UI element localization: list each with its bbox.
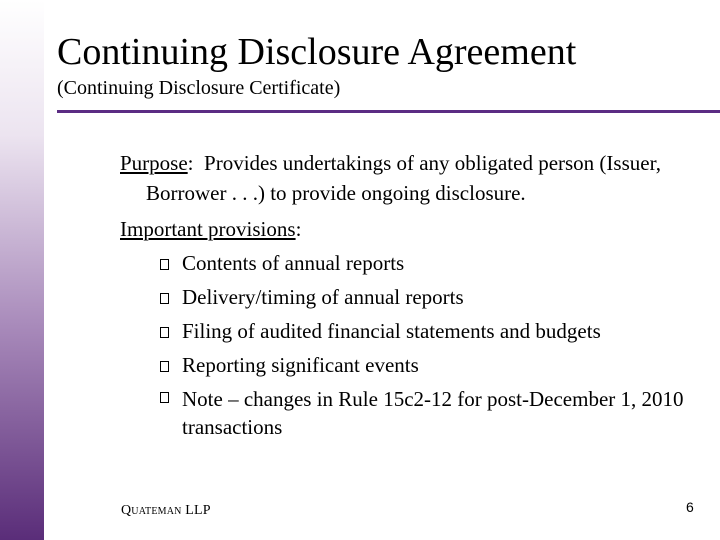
page-number: 6 <box>686 499 694 515</box>
provisions-list <box>120 246 710 441</box>
provisions-colon: : <box>295 217 302 241</box>
list-item-text: Delivery/timing of annual reports <box>182 285 464 309</box>
list-item-text: Reporting significant events <box>182 353 419 377</box>
list-item <box>120 246 710 280</box>
slide-title: Continuing Disclosure Agreement <box>57 31 577 73</box>
decorative-side-gradient <box>0 0 44 540</box>
purpose-label: Purpose <box>120 151 188 175</box>
provisions-heading <box>120 212 710 246</box>
list-item <box>120 348 710 382</box>
list-item-text: Contents of annual reports <box>182 251 405 275</box>
list-item-text: Filing of audited financial statements and budgets <box>182 319 601 343</box>
purpose-text: Provides undertakings of any obligated person (Issuer, Borrower . . .) to provide ongoing disclosure. <box>146 151 667 205</box>
list-item <box>120 280 710 314</box>
square-outline-icon <box>160 293 169 304</box>
provisions-label: Important provisions <box>120 217 296 241</box>
square-outline-icon <box>160 259 169 270</box>
square-outline-icon <box>160 392 169 403</box>
firm-logo: Quateman LLP <box>121 503 211 518</box>
list-item <box>120 382 710 441</box>
square-outline-icon <box>160 327 169 338</box>
purpose-paragraph <box>120 148 710 208</box>
purpose-colon: : <box>187 151 194 175</box>
list-item <box>120 314 710 348</box>
slide-subtitle: (Continuing Disclosure Certificate) <box>57 77 341 99</box>
title-divider <box>57 110 720 113</box>
square-outline-icon <box>160 361 169 372</box>
slide-body <box>120 148 710 441</box>
list-item-text: Note – changes in Rule 15c2-12 for post-December 1, 2010 transactions <box>182 387 684 439</box>
